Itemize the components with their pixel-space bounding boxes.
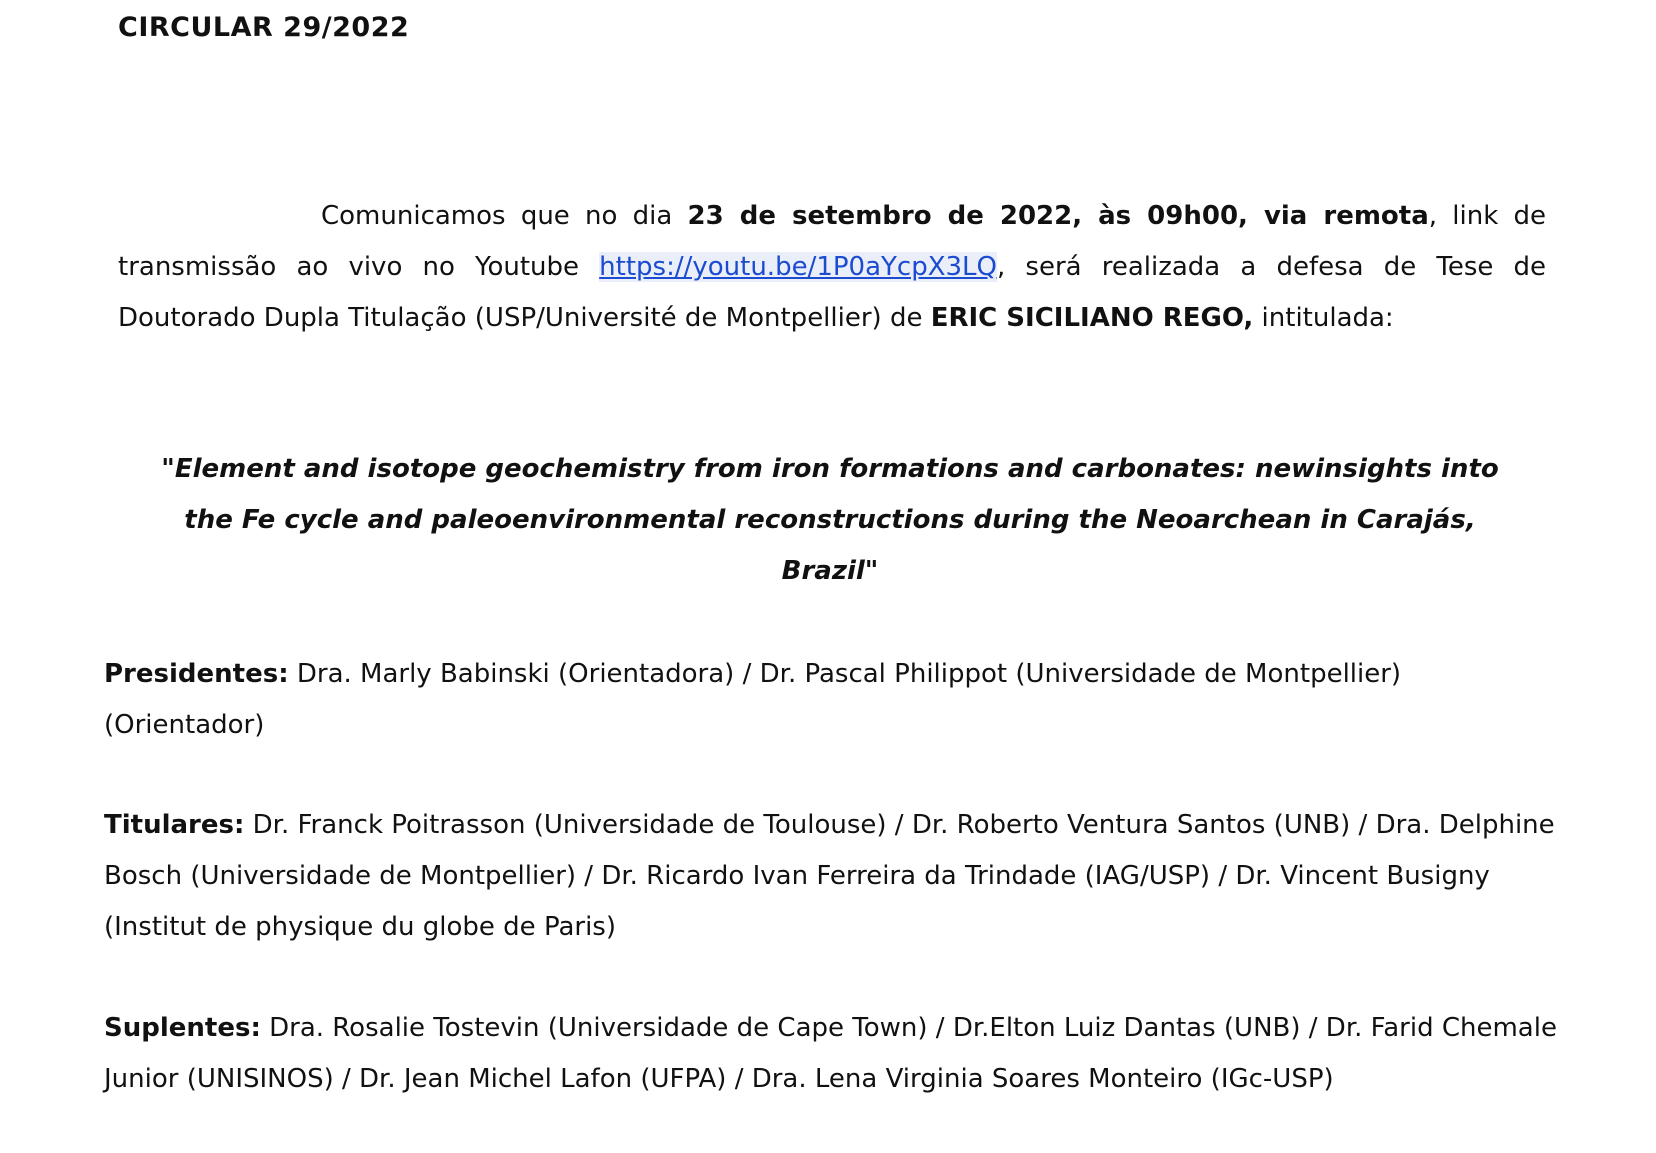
suplentes-section xyxy=(104,1003,1564,1105)
presidentes-section xyxy=(104,649,1564,751)
presidentes-label: Presidentes: xyxy=(104,659,289,689)
titulares-section xyxy=(104,800,1564,953)
presidentes-list: Dra. Marly Babinski (Orientadora) / Dr. Pascal Philippot (Universidade de Montpellier) (Orientador) xyxy=(104,659,1402,740)
suplentes-label: Suplentes: xyxy=(104,1013,261,1043)
intro-text-3: , será realizada a defesa de Tese de Doutorado Dupla Titulação (USP/Université de Montpellier) de xyxy=(118,252,1547,333)
thesis-title-text: Element and isotope geochemistry from iron formations and carbonates: newinsights into the Fe cycle and paleoenvironmental reconstructions during the Neoarchean in Carajás, Brazil xyxy=(174,454,1499,586)
titulares-label: Titulares: xyxy=(104,810,245,840)
suplentes-list: Dra. Rosalie Tostevin (Universidade de Cape Town) / Dr.Elton Luiz Dantas (UNB) / Dr. Farid Chemale Junior (UNISINOS) / Dr. Jean Michel Lafon (UFPA) / Dra. Lena Virginia Soares Monteiro (IGc-USP) xyxy=(104,1013,1557,1094)
intro-text-1: Comunicamos que no dia xyxy=(321,201,688,231)
defense-date: 23 de setembro de 2022, às 09h00, via remota xyxy=(687,201,1429,231)
candidate-name: ERIC SICILIANO REGO, xyxy=(930,303,1254,333)
title-open-quote: " xyxy=(161,454,175,484)
title-close-quote: " xyxy=(864,556,879,586)
intro-text-2: , link de transmissão ao vivo no Youtube xyxy=(118,201,1546,282)
circular-number: CIRCULAR 29/2022 xyxy=(118,12,410,43)
intro-text-4: intitulada: xyxy=(1253,303,1394,333)
thesis-title xyxy=(140,444,1520,597)
youtube-link[interactable]: https://youtu.be/1P0aYcpX3LQ xyxy=(599,252,998,282)
announcement-paragraph xyxy=(118,191,1546,344)
titulares-list: Dr. Franck Poitrasson (Universidade de Toulouse) / Dr. Roberto Ventura Santos (UNB) / Dra. Delphine Bosch (Universidade de Montpellier) / Dr. Ricardo Ivan Ferreira da Trindade (IAG/USP) / Dr. Vincent Busigny (Institut de physique du globe de Paris) xyxy=(104,810,1555,942)
